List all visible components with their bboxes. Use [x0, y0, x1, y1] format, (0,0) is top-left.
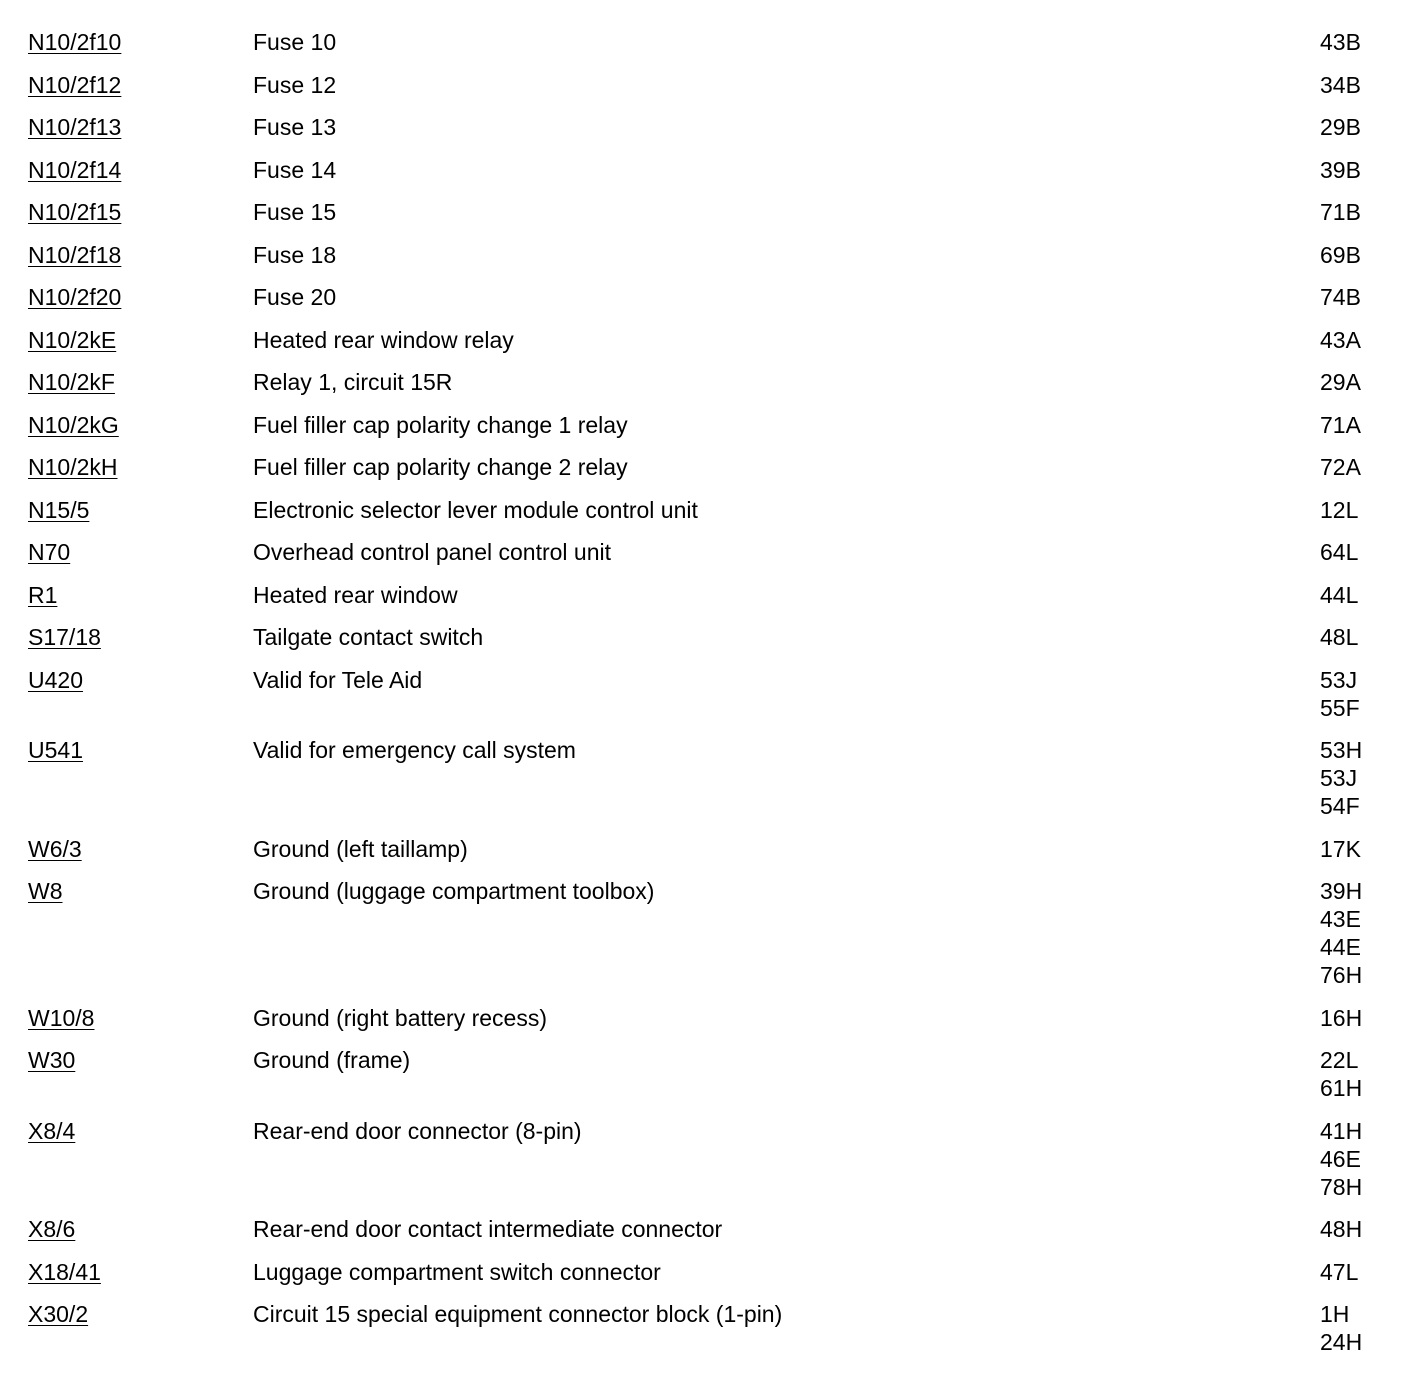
component-code-link[interactable]: N10/2f20 [28, 284, 122, 310]
component-description: Ground (luggage compartment toolbox) [253, 878, 655, 904]
legend-row [0, 368, 1408, 396]
component-code-link[interactable]: S17/18 [28, 624, 101, 650]
component-code-link[interactable]: X8/6 [28, 1216, 76, 1242]
grid-reference-list [1320, 241, 1408, 269]
legend-row [0, 241, 1408, 269]
legend-row [0, 28, 1408, 56]
component-description: Ground (frame) [253, 1047, 411, 1073]
component-code-cell [0, 283, 253, 311]
grid-reference: 46E [1320, 1145, 1361, 1172]
grid-reference: 55F [1320, 694, 1360, 721]
legend-row [0, 283, 1408, 311]
grid-reference: 71A [1320, 411, 1361, 438]
legend-row [0, 1046, 1408, 1102]
component-description: Fuel filler cap polarity change 2 relay [253, 454, 628, 480]
component-description: Ground (left taillamp) [253, 835, 468, 862]
grid-reference-list [1320, 835, 1408, 863]
component-code-link[interactable]: X8/4 [28, 1117, 76, 1144]
grid-reference: 71B [1320, 199, 1361, 225]
component-code-link[interactable]: N10/2kG [28, 411, 119, 438]
grid-reference: 48H [1320, 1216, 1363, 1242]
component-code-cell [0, 1258, 253, 1286]
component-code-link[interactable]: U541 [28, 737, 83, 763]
component-code-cell [0, 623, 253, 651]
component-description: Ground (right battery recess) [253, 1004, 548, 1031]
component-description: Fuse 15 [253, 199, 337, 225]
legend-row [0, 1004, 1408, 1032]
component-code-link[interactable]: W8 [28, 878, 63, 904]
component-description: Fuse 20 [253, 284, 337, 310]
component-description: Overhead control panel control unit [253, 539, 611, 565]
legend-row [0, 623, 1408, 651]
grid-reference-list [1320, 283, 1408, 311]
component-code-cell [0, 1215, 253, 1243]
grid-reference-list [1320, 1215, 1408, 1243]
component-legend-table [0, 28, 1408, 1371]
grid-reference-list [1320, 368, 1408, 396]
component-code-link[interactable]: W10/8 [28, 1004, 95, 1031]
grid-reference-list [1320, 326, 1408, 354]
grid-reference-list [1320, 877, 1408, 989]
component-code-cell [0, 666, 253, 694]
component-description: Rear-end door contact intermediate connector [253, 1216, 723, 1242]
grid-reference: 24H [1320, 1329, 1363, 1355]
grid-reference-list [1320, 411, 1408, 439]
component-description: Fuse 13 [253, 114, 337, 140]
component-code-cell [0, 326, 253, 354]
grid-reference: 53J [1320, 765, 1358, 791]
component-description: Luggage compartment switch connector [253, 1258, 661, 1285]
grid-reference: 72A [1320, 454, 1361, 480]
grid-reference-list [1320, 496, 1408, 524]
component-code-cell [0, 1300, 253, 1328]
component-code-link[interactable]: N15/5 [28, 496, 90, 523]
component-description: Fuse 18 [253, 241, 337, 268]
grid-reference: 76H [1320, 962, 1363, 988]
component-code-cell [0, 1046, 253, 1074]
grid-reference-list [1320, 1258, 1408, 1286]
grid-reference-list [1320, 666, 1408, 722]
grid-reference-list [1320, 538, 1408, 566]
grid-reference: 34B [1320, 71, 1361, 98]
grid-reference: 64L [1320, 539, 1359, 565]
component-code-link[interactable]: X18/41 [28, 1258, 101, 1285]
component-code-cell [0, 538, 253, 566]
component-description: Fuse 10 [253, 29, 337, 55]
component-code-cell [0, 156, 253, 184]
grid-reference-list [1320, 1046, 1408, 1102]
grid-reference: 22L [1320, 1047, 1359, 1073]
legend-row [0, 198, 1408, 226]
component-description: Rear-end door connector (8-pin) [253, 1117, 582, 1144]
legend-row [0, 71, 1408, 99]
component-code-link[interactable]: N10/2kE [28, 326, 117, 353]
grid-reference: 44E [1320, 934, 1361, 960]
component-description: Circuit 15 special equipment connector block (1-pin) [253, 1301, 783, 1327]
component-code-cell [0, 877, 253, 905]
component-code-link[interactable]: N10/2f12 [28, 71, 122, 98]
component-description: Fuse 12 [253, 71, 337, 98]
component-code-link[interactable]: N10/2f14 [28, 156, 122, 183]
legend-row [0, 835, 1408, 863]
grid-reference: 29B [1320, 114, 1361, 140]
grid-reference: 29A [1320, 369, 1361, 395]
grid-reference: 61H [1320, 1075, 1363, 1101]
component-code-cell [0, 1117, 253, 1145]
legend-row [0, 1300, 1408, 1356]
component-code-link[interactable]: N10/2f18 [28, 241, 122, 268]
grid-reference-list [1320, 71, 1408, 99]
grid-reference: 53H [1320, 737, 1363, 763]
legend-row [0, 156, 1408, 184]
legend-row [0, 666, 1408, 722]
legend-row [0, 113, 1408, 141]
component-code-cell [0, 736, 253, 764]
component-code-cell [0, 71, 253, 99]
grid-reference-list [1320, 736, 1408, 820]
component-code-cell [0, 1004, 253, 1032]
grid-reference: 53J [1320, 666, 1358, 693]
legend-row [0, 736, 1408, 820]
grid-reference: 78H [1320, 1173, 1363, 1200]
legend-row [0, 1258, 1408, 1286]
component-code-link[interactable]: N10/2kF [28, 369, 115, 395]
grid-reference-list [1320, 453, 1408, 481]
grid-reference: 43A [1320, 326, 1361, 353]
legend-row [0, 1215, 1408, 1243]
grid-reference: 44L [1320, 581, 1359, 608]
legend-row [0, 326, 1408, 354]
grid-reference-list [1320, 623, 1408, 651]
component-code-link[interactable]: N10/2f10 [28, 29, 122, 55]
grid-reference-list [1320, 113, 1408, 141]
grid-reference-list [1320, 1004, 1408, 1032]
component-description: Heated rear window [253, 581, 458, 608]
grid-reference-list [1320, 28, 1408, 56]
grid-reference: 74B [1320, 284, 1361, 310]
grid-reference-list [1320, 1117, 1408, 1201]
component-description: Valid for emergency call system [253, 737, 576, 763]
grid-reference: 69B [1320, 241, 1361, 268]
grid-reference-list [1320, 1300, 1408, 1356]
component-code-link[interactable]: W6/3 [28, 835, 82, 862]
component-code-link[interactable]: N10/2f13 [28, 114, 122, 140]
grid-reference-list [1320, 198, 1408, 226]
component-description: Tailgate contact switch [253, 624, 484, 650]
legend-row [0, 581, 1408, 609]
legend-row [0, 538, 1408, 566]
grid-reference: 39H [1320, 878, 1363, 904]
component-code-cell [0, 835, 253, 863]
component-description: Fuse 14 [253, 156, 337, 183]
grid-reference-list [1320, 581, 1408, 609]
component-code-cell [0, 113, 253, 141]
grid-reference: 16H [1320, 1004, 1363, 1031]
component-code-cell [0, 496, 253, 524]
legend-row [0, 496, 1408, 524]
legend-row [0, 411, 1408, 439]
component-code-cell [0, 581, 253, 609]
grid-reference: 1H [1320, 1301, 1350, 1327]
grid-reference: 43B [1320, 29, 1361, 55]
component-code-cell [0, 411, 253, 439]
component-code-link[interactable]: N10/2kH [28, 454, 118, 480]
component-description: Relay 1, circuit 15R [253, 369, 453, 395]
grid-reference-list [1320, 156, 1408, 184]
component-code-link[interactable]: W30 [28, 1047, 76, 1073]
component-code-cell [0, 241, 253, 269]
component-description: Valid for Tele Aid [253, 666, 423, 693]
component-code-link[interactable]: U420 [28, 666, 83, 693]
component-code-cell [0, 453, 253, 481]
legend-row [0, 453, 1408, 481]
component-code-link[interactable]: N70 [28, 539, 71, 565]
component-code-link[interactable]: N10/2f15 [28, 199, 122, 225]
component-description: Fuel filler cap polarity change 1 relay [253, 411, 628, 438]
component-code-cell [0, 198, 253, 226]
legend-row [0, 877, 1408, 989]
grid-reference: 39B [1320, 156, 1361, 183]
grid-reference: 54F [1320, 793, 1360, 819]
grid-reference: 12L [1320, 496, 1359, 523]
legend-row [0, 1117, 1408, 1201]
component-code-cell [0, 368, 253, 396]
component-description: Electronic selector lever module control unit [253, 496, 698, 523]
grid-reference: 41H [1320, 1117, 1363, 1144]
component-code-link[interactable]: R1 [28, 581, 58, 608]
grid-reference: 17K [1320, 835, 1361, 862]
component-code-link[interactable]: X30/2 [28, 1301, 89, 1327]
grid-reference: 48L [1320, 624, 1359, 650]
component-code-cell [0, 28, 253, 56]
component-description: Heated rear window relay [253, 326, 514, 353]
grid-reference: 47L [1320, 1258, 1359, 1285]
grid-reference: 43E [1320, 906, 1361, 932]
